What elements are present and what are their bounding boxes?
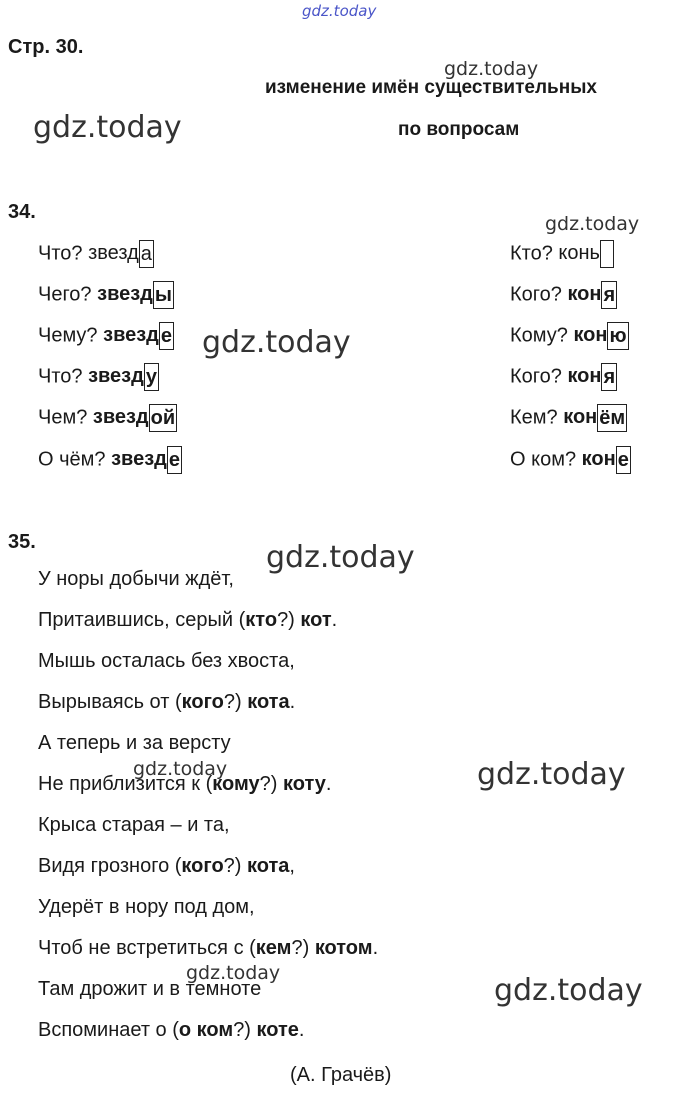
noun-form <box>93 406 177 428</box>
line-text: ?) <box>223 855 248 877</box>
declension-row <box>38 446 182 474</box>
declension-row <box>38 240 154 268</box>
poem-line <box>38 1019 304 1042</box>
line-text: Удерёт в нору под дом, <box>38 896 255 918</box>
answer-word: коте <box>256 1019 299 1041</box>
line-text: ?) <box>259 773 283 795</box>
noun-form <box>563 406 627 428</box>
noun-form <box>558 242 614 264</box>
watermark-ex34-mid: gdz.today <box>202 325 351 360</box>
case-question: О чём? <box>38 448 106 471</box>
poem-line <box>38 855 295 878</box>
watermark-title: gdz.today <box>444 58 539 80</box>
watermark-ex35-a: gdz.today <box>133 758 228 780</box>
case-question: Кем? <box>510 406 558 429</box>
case-question: О ком? <box>510 448 577 471</box>
line-text: Притаившись, серый ( <box>38 609 246 631</box>
poem-line <box>38 732 231 755</box>
noun-stem: звезд <box>88 365 144 388</box>
noun-form <box>111 448 182 470</box>
poem-line <box>38 609 337 632</box>
poem-line <box>38 650 295 673</box>
line-text: . <box>331 609 338 631</box>
noun-stem: звезд <box>111 448 167 471</box>
line-text: ?) <box>233 1019 257 1041</box>
declension-row <box>510 281 617 309</box>
exercise-34-number: 34. <box>8 201 36 223</box>
topic-title-line1: изменение имён существительных <box>265 77 597 98</box>
poem-line <box>38 568 234 591</box>
noun-form <box>103 324 174 346</box>
watermark-ex35-right-b: gdz.today <box>494 973 643 1008</box>
watermark-left-top: gdz.today <box>33 110 182 145</box>
declension-row <box>38 322 174 350</box>
case-question: Чему? <box>38 324 98 347</box>
noun-stem: кон <box>567 283 602 306</box>
line-text: ?) <box>277 609 301 631</box>
ending-box: ы <box>153 281 174 309</box>
ending-box: е <box>159 322 174 350</box>
noun-stem: кон <box>563 406 598 429</box>
watermark-ex35-right-a: gdz.today <box>477 757 626 792</box>
answer-word: кот <box>300 609 332 631</box>
question-word: кого <box>181 855 224 877</box>
line-text: . <box>289 691 296 713</box>
line-text: Крыса старая – и та, <box>38 814 230 836</box>
declension-row <box>38 404 177 432</box>
watermark-ex35-b: gdz.today <box>186 962 281 984</box>
declension-row <box>510 404 627 432</box>
line-text: . <box>372 937 379 959</box>
answer-word: кота <box>247 855 290 877</box>
noun-form <box>567 283 617 305</box>
answer-word: кота <box>247 691 290 713</box>
line-text: Видя грозного ( <box>38 855 182 877</box>
ending-box: ой <box>149 404 178 432</box>
watermark-top: gdz.today <box>302 2 377 20</box>
answer-word: коту <box>282 773 326 795</box>
poem-line <box>38 814 230 837</box>
line-text: Там дрожит и в темноте <box>38 978 262 1000</box>
line-text: Чтоб не встретиться с ( <box>38 937 256 959</box>
ending-box: е <box>616 446 631 474</box>
poem-line <box>38 937 378 960</box>
noun-stem: кон <box>567 365 602 388</box>
exercise-35-number: 35. <box>8 531 36 553</box>
line-text: Мышь осталась без хвоста, <box>38 650 295 672</box>
line-text: ?) <box>223 691 248 713</box>
noun-stem: кон <box>573 324 608 347</box>
ending-box: у <box>144 363 159 391</box>
case-question: Кого? <box>510 365 562 388</box>
ending-box: ю <box>607 322 628 350</box>
noun-stem: звезд <box>92 406 149 429</box>
ending-box: ём <box>597 404 627 432</box>
case-question: Кто? <box>510 242 553 265</box>
line-text: Вспоминает о ( <box>38 1019 179 1041</box>
line-text: ?) <box>291 937 315 959</box>
line-text: Не приблизится к ( <box>38 773 213 795</box>
line-text: . <box>325 773 332 795</box>
noun-stem: звезд <box>103 324 159 347</box>
ending-box: е <box>167 446 182 474</box>
question-word: кто <box>245 609 278 631</box>
ending-box <box>600 240 614 268</box>
page-label: Стр. 30. <box>8 36 84 58</box>
noun-form <box>567 365 617 387</box>
noun-form <box>88 242 154 264</box>
declension-row <box>510 363 617 391</box>
noun-stem: звезд <box>97 283 153 306</box>
case-question: Чем? <box>38 406 88 429</box>
declension-row <box>38 363 159 391</box>
declension-row <box>510 240 614 268</box>
line-text: , <box>289 855 295 877</box>
poem-line <box>38 978 261 1001</box>
noun-stem: конь <box>558 242 600 265</box>
noun-stem: звезд <box>88 242 139 265</box>
question-word: кому <box>212 773 260 795</box>
poem-line <box>38 896 255 919</box>
question-word: о ком <box>178 1019 234 1041</box>
line-text: У норы добычи ждёт, <box>38 568 234 590</box>
ending-box: я <box>601 281 617 309</box>
watermark-ex35-top: gdz.today <box>266 540 415 575</box>
ending-box: а <box>139 240 154 268</box>
case-question: Кого? <box>510 283 562 306</box>
answer-word: котом <box>314 937 373 959</box>
topic-title-line2: по вопросам <box>398 119 520 140</box>
noun-form <box>573 324 628 346</box>
declension-row <box>510 322 629 350</box>
question-word: кем <box>255 937 292 959</box>
poem-line <box>38 691 295 714</box>
line-text: Вырываясь от ( <box>38 691 182 713</box>
poem-author: (А. Грачёв) <box>290 1064 392 1086</box>
line-text: А теперь и за версту <box>38 732 231 754</box>
line-text: . <box>298 1019 305 1041</box>
question-word: кого <box>181 691 224 713</box>
noun-form <box>97 283 174 305</box>
watermark-ex34-right: gdz.today <box>545 213 640 235</box>
case-question: Чего? <box>38 283 92 306</box>
case-question: Что? <box>38 242 83 265</box>
noun-form <box>88 365 159 387</box>
declension-row <box>38 281 174 309</box>
noun-form <box>582 448 631 470</box>
noun-stem: кон <box>581 448 616 471</box>
ending-box: я <box>601 363 617 391</box>
case-question: Кому? <box>510 324 568 347</box>
poem-line <box>38 773 331 796</box>
case-question: Что? <box>38 365 83 388</box>
declension-row <box>510 446 631 474</box>
